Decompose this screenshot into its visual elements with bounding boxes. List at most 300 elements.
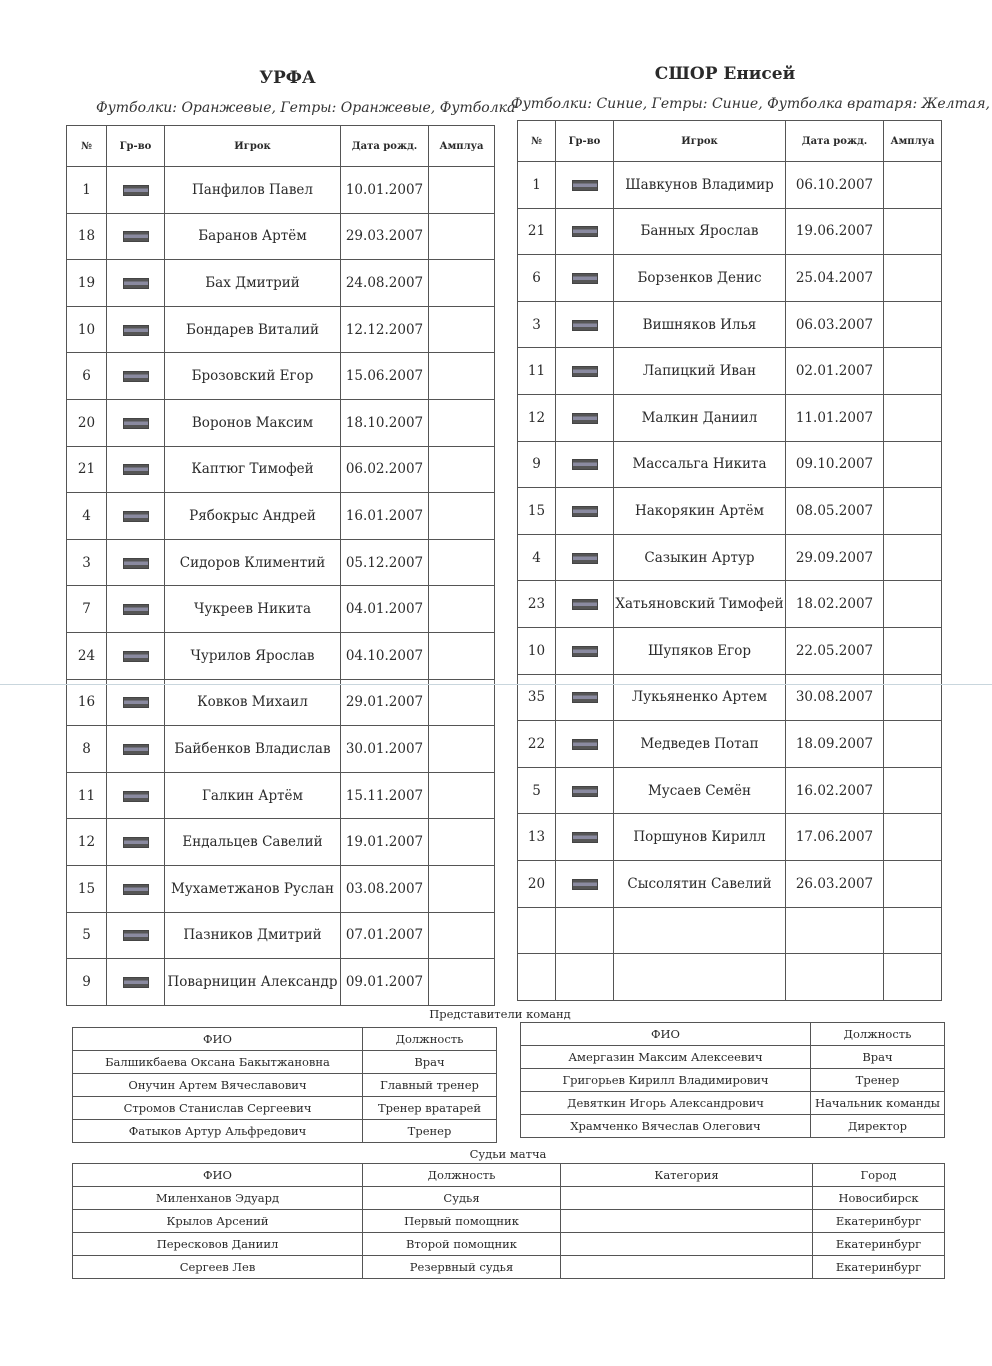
player-name: Сысолятин Савелий: [614, 860, 786, 907]
right-team-title: СШОР Енисей: [654, 64, 796, 84]
player-country: [107, 632, 165, 679]
player-row: [67, 260, 495, 307]
flag-icon: [123, 744, 149, 755]
player-number: 3: [518, 301, 556, 348]
player-name: Панфилов Павел: [165, 167, 341, 214]
flag-icon: [572, 553, 598, 564]
player-country: [556, 954, 614, 1001]
flag-icon: [572, 366, 598, 377]
rep-role: Начальник команды: [811, 1092, 945, 1115]
rep-row: [521, 1092, 945, 1115]
player-country: [556, 441, 614, 488]
player-number: 21: [518, 208, 556, 255]
referee-name: Пересковов Даниил: [73, 1233, 363, 1256]
referee-category: [561, 1210, 813, 1233]
rep-row: [73, 1097, 497, 1120]
col-dob: Дата рожд.: [341, 126, 429, 167]
player-number: 11: [518, 348, 556, 395]
flag-icon: [572, 739, 598, 750]
player-name: Байбенков Владислав: [165, 726, 341, 773]
player-row: [518, 581, 942, 628]
player-number: [518, 954, 556, 1001]
player-dob: 11.01.2007: [786, 394, 884, 441]
player-name: Баранов Артём: [165, 213, 341, 260]
player-row: [518, 814, 942, 861]
player-row: [67, 167, 495, 214]
player-number: 7: [67, 586, 107, 633]
player-dob: 12.12.2007: [341, 306, 429, 353]
player-country: [556, 674, 614, 721]
player-name: Бондарев Виталий: [165, 306, 341, 353]
player-row: [67, 772, 495, 819]
player-name: Ковков Михаил: [165, 679, 341, 726]
player-row: [518, 721, 942, 768]
player-row: [67, 493, 495, 540]
flag-icon: [123, 884, 149, 895]
player-row: [518, 162, 942, 209]
player-name: Борзенков Денис: [614, 255, 786, 302]
player-number: 12: [67, 819, 107, 866]
rep-name: Амергазин Максим Алексеевич: [521, 1046, 811, 1069]
referee-name: Миленханов Эдуард: [73, 1187, 363, 1210]
rep-name: Онучин Артем Вячеславович: [73, 1074, 363, 1097]
player-country: [107, 493, 165, 540]
left-roster-table: [66, 125, 495, 1006]
player-position: [429, 260, 495, 307]
player-row: [67, 446, 495, 493]
player-number: 9: [518, 441, 556, 488]
player-country: [556, 767, 614, 814]
player-position: [429, 865, 495, 912]
player-dob: 29.09.2007: [786, 534, 884, 581]
rep-name: Фатыков Артур Альфредович: [73, 1120, 363, 1143]
referee-row: [73, 1187, 945, 1210]
referee-row: [73, 1233, 945, 1256]
player-number: 10: [67, 306, 107, 353]
ref-col-role: Должность: [363, 1164, 561, 1187]
player-row: [518, 767, 942, 814]
player-dob: 06.02.2007: [341, 446, 429, 493]
player-position: [429, 167, 495, 214]
player-number: 9: [67, 959, 107, 1006]
player-row: [518, 208, 942, 255]
player-dob: 18.10.2007: [341, 399, 429, 446]
player-row: [67, 679, 495, 726]
player-name: Поварницин Александр: [165, 959, 341, 1006]
ref-col-city: Город: [813, 1164, 945, 1187]
referee-role: Судья: [363, 1187, 561, 1210]
player-dob: [786, 954, 884, 1001]
player-number: 4: [518, 534, 556, 581]
player-name: Воронов Максим: [165, 399, 341, 446]
flag-icon: [123, 604, 149, 615]
referee-role: Резервный судья: [363, 1256, 561, 1279]
flag-icon: [572, 786, 598, 797]
referees-title: Судьи матча: [469, 1147, 547, 1161]
rep-name: Храмченко Вячеслав Олегович: [521, 1115, 811, 1138]
player-country: [556, 721, 614, 768]
player-row: [67, 726, 495, 773]
player-country: [107, 260, 165, 307]
player-position: [429, 959, 495, 1006]
referee-city: Екатеринбург: [813, 1233, 945, 1256]
player-name: Шавкунов Владимир: [614, 162, 786, 209]
player-number: 11: [67, 772, 107, 819]
player-country: [107, 679, 165, 726]
player-number: 4: [67, 493, 107, 540]
player-position: [429, 306, 495, 353]
player-number: 24: [67, 632, 107, 679]
referees-table: [72, 1163, 945, 1279]
player-position: [429, 493, 495, 540]
rep-row: [73, 1051, 497, 1074]
player-number: 5: [67, 912, 107, 959]
player-name: Мусаев Семён: [614, 767, 786, 814]
player-row: [518, 255, 942, 302]
referee-category: [561, 1256, 813, 1279]
player-number: 6: [67, 353, 107, 400]
rep-role: Директор: [811, 1115, 945, 1138]
player-name: Массальга Никита: [614, 441, 786, 488]
player-row: [518, 534, 942, 581]
flag-icon: [572, 832, 598, 843]
player-number: 22: [518, 721, 556, 768]
player-dob: 06.03.2007: [786, 301, 884, 348]
player-position: [429, 772, 495, 819]
flag-icon: [123, 278, 149, 289]
reps-title: Представители команд: [429, 1007, 571, 1021]
player-row: [67, 213, 495, 260]
referee-role: Второй помощник: [363, 1233, 561, 1256]
player-dob: 29.01.2007: [341, 679, 429, 726]
player-country: [107, 539, 165, 586]
player-country: [107, 353, 165, 400]
player-dob: 10.01.2007: [341, 167, 429, 214]
player-country: [556, 488, 614, 535]
referee-row: [73, 1210, 945, 1233]
player-dob: 19.06.2007: [786, 208, 884, 255]
flag-icon: [123, 977, 149, 988]
rep-row: [73, 1120, 497, 1143]
player-position: [429, 399, 495, 446]
flag-icon: [572, 459, 598, 470]
flag-icon: [572, 599, 598, 610]
player-number: 1: [518, 162, 556, 209]
referee-city: Екатеринбург: [813, 1256, 945, 1279]
player-number: 16: [67, 679, 107, 726]
referee-city: Екатеринбург: [813, 1210, 945, 1233]
flag-icon: [123, 371, 149, 382]
col-country: Гр-во: [556, 121, 614, 162]
right-roster-table: [517, 120, 942, 1001]
player-country: [556, 907, 614, 954]
player-dob: 15.06.2007: [341, 353, 429, 400]
player-dob: 03.08.2007: [341, 865, 429, 912]
player-name: Брозовский Егор: [165, 353, 341, 400]
player-row: [67, 865, 495, 912]
player-position: [884, 721, 942, 768]
player-position: [429, 912, 495, 959]
player-position: [884, 674, 942, 721]
player-position: [429, 353, 495, 400]
flag-icon: [572, 692, 598, 703]
col-number: №: [518, 121, 556, 162]
player-country: [107, 399, 165, 446]
reps-col-name: ФИО: [521, 1023, 811, 1046]
player-number: 20: [67, 399, 107, 446]
player-country: [107, 912, 165, 959]
player-row: [518, 907, 942, 954]
player-row: [67, 399, 495, 446]
flag-icon: [572, 413, 598, 424]
flag-icon: [572, 273, 598, 284]
player-dob: 30.08.2007: [786, 674, 884, 721]
player-position: [884, 860, 942, 907]
player-position: [884, 954, 942, 1001]
player-country: [556, 162, 614, 209]
player-position: [884, 208, 942, 255]
player-number: 13: [518, 814, 556, 861]
player-name: Накорякин Артём: [614, 488, 786, 535]
flag-icon: [572, 879, 598, 890]
left-team-title: УРФА: [259, 68, 316, 88]
player-number: 18: [67, 213, 107, 260]
rep-role: Тренер вратарей: [363, 1097, 497, 1120]
player-country: [556, 814, 614, 861]
player-country: [107, 213, 165, 260]
ref-col-category: Категория: [561, 1164, 813, 1187]
flag-icon: [123, 231, 149, 242]
player-row: [518, 394, 942, 441]
player-name: Галкин Артём: [165, 772, 341, 819]
reps-col-role: Должность: [811, 1023, 945, 1046]
player-position: [429, 632, 495, 679]
player-country: [107, 306, 165, 353]
player-position: [429, 726, 495, 773]
player-country: [107, 772, 165, 819]
rep-row: [73, 1074, 497, 1097]
referee-city: Новосибирск: [813, 1187, 945, 1210]
player-name: Банных Ярослав: [614, 208, 786, 255]
player-position: [884, 348, 942, 395]
player-name: Поршунов Кирилл: [614, 814, 786, 861]
player-number: 35: [518, 674, 556, 721]
col-number: №: [67, 126, 107, 167]
player-number: 20: [518, 860, 556, 907]
player-country: [107, 726, 165, 773]
right-kit-colors: Футболки: Синие, Гетры: Синие, Футболка вратаря: Желтая,: [511, 96, 990, 112]
player-country: [556, 860, 614, 907]
reps-col-name: ФИО: [73, 1028, 363, 1051]
player-name: Ендальцев Савелий: [165, 819, 341, 866]
player-position: [884, 814, 942, 861]
player-country: [107, 167, 165, 214]
referee-role: Первый помощник: [363, 1210, 561, 1233]
player-name: Малкин Даниил: [614, 394, 786, 441]
player-name: Сазыкин Артур: [614, 534, 786, 581]
player-name: Сидоров Климентий: [165, 539, 341, 586]
player-position: [429, 819, 495, 866]
player-row: [518, 488, 942, 535]
flag-icon: [123, 837, 149, 848]
player-position: [429, 213, 495, 260]
flag-icon: [572, 506, 598, 517]
col-dob: Дата рожд.: [786, 121, 884, 162]
col-player: Игрок: [165, 126, 341, 167]
player-name: Чурилов Ярослав: [165, 632, 341, 679]
referee-name: Крылов Арсений: [73, 1210, 363, 1233]
player-row: [67, 819, 495, 866]
player-position: [429, 539, 495, 586]
player-row: [518, 954, 942, 1001]
player-dob: 02.01.2007: [786, 348, 884, 395]
player-row: [518, 348, 942, 395]
flag-icon: [123, 651, 149, 662]
player-number: 15: [67, 865, 107, 912]
reps-col-role: Должность: [363, 1028, 497, 1051]
flag-icon: [123, 185, 149, 196]
left-roster-body: [67, 167, 495, 1006]
player-number: 12: [518, 394, 556, 441]
player-name: Рябокрыс Андрей: [165, 493, 341, 540]
player-number: [518, 907, 556, 954]
player-dob: 16.01.2007: [341, 493, 429, 540]
rep-name: Балшикбаева Оксана Бакытжановна: [73, 1051, 363, 1074]
rep-row: [521, 1046, 945, 1069]
player-dob: 18.02.2007: [786, 581, 884, 628]
player-position: [884, 534, 942, 581]
player-row: [67, 353, 495, 400]
rep-name: Григорьев Кирилл Владимирович: [521, 1069, 811, 1092]
referee-row: [73, 1256, 945, 1279]
player-row: [67, 912, 495, 959]
player-country: [556, 348, 614, 395]
player-number: 23: [518, 581, 556, 628]
player-position: [884, 394, 942, 441]
player-row: [67, 632, 495, 679]
player-number: 21: [67, 446, 107, 493]
player-number: 19: [67, 260, 107, 307]
flag-icon: [123, 791, 149, 802]
player-country: [107, 586, 165, 633]
player-country: [107, 446, 165, 493]
flag-icon: [123, 418, 149, 429]
player-dob: 17.06.2007: [786, 814, 884, 861]
player-name: Шупяков Егор: [614, 627, 786, 674]
col-position: Амплуа: [429, 126, 495, 167]
right-reps-table: [520, 1022, 945, 1138]
player-name: Вишняков Илья: [614, 301, 786, 348]
rep-role: Тренер: [811, 1069, 945, 1092]
player-name: Мухаметжанов Руслан: [165, 865, 341, 912]
player-dob: 24.08.2007: [341, 260, 429, 307]
player-position: [429, 586, 495, 633]
player-row: [67, 306, 495, 353]
rep-row: [521, 1069, 945, 1092]
player-row: [518, 860, 942, 907]
player-dob: 22.05.2007: [786, 627, 884, 674]
flag-icon: [572, 646, 598, 657]
flag-icon: [572, 180, 598, 191]
player-position: [884, 581, 942, 628]
flag-icon: [123, 697, 149, 708]
player-number: 8: [67, 726, 107, 773]
player-country: [556, 301, 614, 348]
player-row: [518, 674, 942, 721]
player-number: 10: [518, 627, 556, 674]
player-position: [884, 488, 942, 535]
player-name: Пазников Дмитрий: [165, 912, 341, 959]
player-number: 1: [67, 167, 107, 214]
flag-icon: [123, 558, 149, 569]
player-dob: 09.01.2007: [341, 959, 429, 1006]
right-roster-body: [518, 162, 942, 1001]
paper-fold-line: [0, 684, 992, 685]
col-country: Гр-во: [107, 126, 165, 167]
left-reps-table: [72, 1027, 497, 1143]
player-position: [884, 441, 942, 488]
player-name: Хатьяновский Тимофей: [614, 581, 786, 628]
player-name: Лукьяненко Артем: [614, 674, 786, 721]
player-country: [556, 534, 614, 581]
player-name: [614, 907, 786, 954]
player-number: 5: [518, 767, 556, 814]
rep-name: Девяткин Игорь Александрович: [521, 1092, 811, 1115]
player-country: [556, 255, 614, 302]
player-position: [884, 907, 942, 954]
rep-role: Тренер: [363, 1120, 497, 1143]
player-country: [107, 959, 165, 1006]
flag-icon: [123, 325, 149, 336]
ref-col-name: ФИО: [73, 1164, 363, 1187]
col-position: Амплуа: [884, 121, 942, 162]
player-country: [107, 819, 165, 866]
player-dob: 08.05.2007: [786, 488, 884, 535]
flag-icon: [572, 226, 598, 237]
rep-role: Врач: [811, 1046, 945, 1069]
player-number: 3: [67, 539, 107, 586]
referee-name: Сергеев Лев: [73, 1256, 363, 1279]
player-row: [67, 959, 495, 1006]
player-dob: [786, 907, 884, 954]
left-roster-header: [67, 126, 495, 167]
player-row: [67, 586, 495, 633]
player-position: [884, 767, 942, 814]
player-dob: 09.10.2007: [786, 441, 884, 488]
player-country: [556, 208, 614, 255]
flag-icon: [123, 930, 149, 941]
player-dob: 30.01.2007: [341, 726, 429, 773]
flag-icon: [123, 464, 149, 475]
referee-category: [561, 1187, 813, 1210]
player-row: [518, 301, 942, 348]
player-dob: 07.01.2007: [341, 912, 429, 959]
player-country: [556, 627, 614, 674]
rep-role: Главный тренер: [363, 1074, 497, 1097]
player-position: [429, 679, 495, 726]
player-position: [884, 301, 942, 348]
rep-role: Врач: [363, 1051, 497, 1074]
player-name: [614, 954, 786, 1001]
player-country: [556, 394, 614, 441]
left-kit-colors: Футболки: Оранжевые, Гетры: Оранжевые, Футболка: [96, 100, 516, 116]
player-position: [884, 255, 942, 302]
player-name: Бах Дмитрий: [165, 260, 341, 307]
referee-category: [561, 1233, 813, 1256]
player-name: Медведев Потап: [614, 721, 786, 768]
player-position: [429, 446, 495, 493]
player-position: [884, 162, 942, 209]
